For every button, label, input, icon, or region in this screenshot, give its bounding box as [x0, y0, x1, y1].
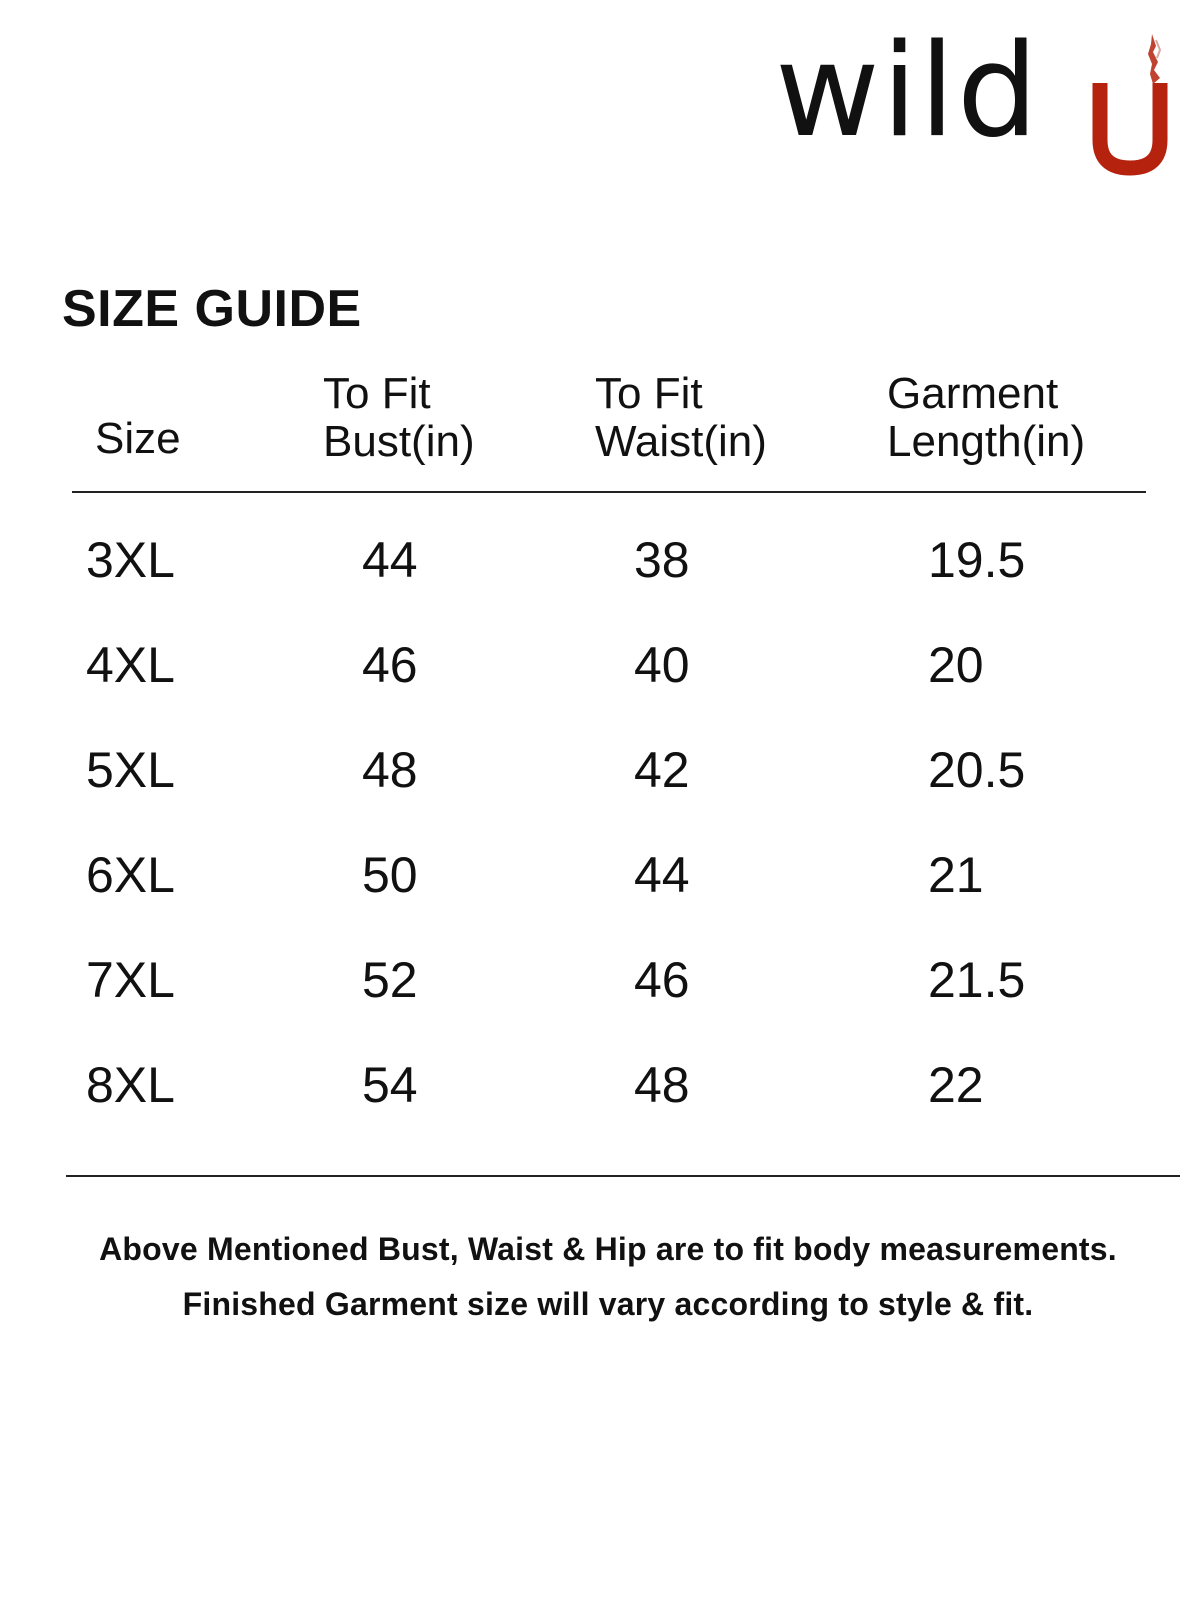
cell-size: 5XL	[86, 742, 175, 798]
table-row	[0, 740, 1200, 845]
footer-divider	[66, 1175, 1180, 1177]
cell-waist: 38	[634, 532, 690, 588]
cell-waist: 42	[634, 742, 690, 798]
measurement-note: Above Mentioned Bust, Waist & Hip are to fit body measurements.	[99, 1231, 1117, 1267]
table-row	[0, 635, 1200, 740]
table-row	[0, 530, 1200, 635]
cell-bust: 50	[362, 847, 418, 903]
column-header-bust: To Fit Bust(in)	[323, 369, 475, 466]
header-divider	[72, 491, 1146, 493]
cell-size: 3XL	[86, 532, 175, 588]
table-row	[0, 1055, 1200, 1160]
cell-size: 7XL	[86, 952, 175, 1008]
column-header-length: Garment Length(in)	[887, 369, 1086, 466]
cell-waist: 46	[634, 952, 690, 1008]
cell-size: 8XL	[86, 1057, 175, 1113]
cell-length: 20	[928, 637, 984, 693]
cell-bust: 52	[362, 952, 418, 1008]
column-header-size: Size	[95, 414, 181, 463]
cell-length: 19.5	[928, 532, 1026, 588]
cell-waist: 48	[634, 1057, 690, 1113]
table-row	[0, 845, 1200, 950]
brand-logo	[775, 17, 1175, 180]
cell-waist: 40	[634, 637, 690, 693]
fit-note: Finished Garment size will vary according to style & fit.	[182, 1286, 1034, 1322]
cell-waist: 44	[634, 847, 690, 903]
brand-logo-u-mark	[1090, 28, 1170, 178]
cell-length: 22	[928, 1057, 984, 1113]
table-header	[0, 370, 1200, 480]
cell-length: 20.5	[928, 742, 1026, 798]
cell-bust: 48	[362, 742, 418, 798]
cell-bust: 54	[362, 1057, 418, 1113]
cell-length: 21	[928, 847, 984, 903]
table-row	[0, 950, 1200, 1055]
cell-bust: 44	[362, 532, 418, 588]
page-title: SIZE GUIDE	[62, 280, 362, 338]
cell-size: 4XL	[86, 637, 175, 693]
cell-size: 6XL	[86, 847, 175, 903]
brand-logo-wordmark: wild	[775, 17, 1041, 166]
size-table-body	[0, 530, 1200, 1160]
cell-bust: 46	[362, 637, 418, 693]
column-header-waist: To Fit Waist(in)	[595, 369, 767, 466]
cell-length: 21.5	[928, 952, 1026, 1008]
